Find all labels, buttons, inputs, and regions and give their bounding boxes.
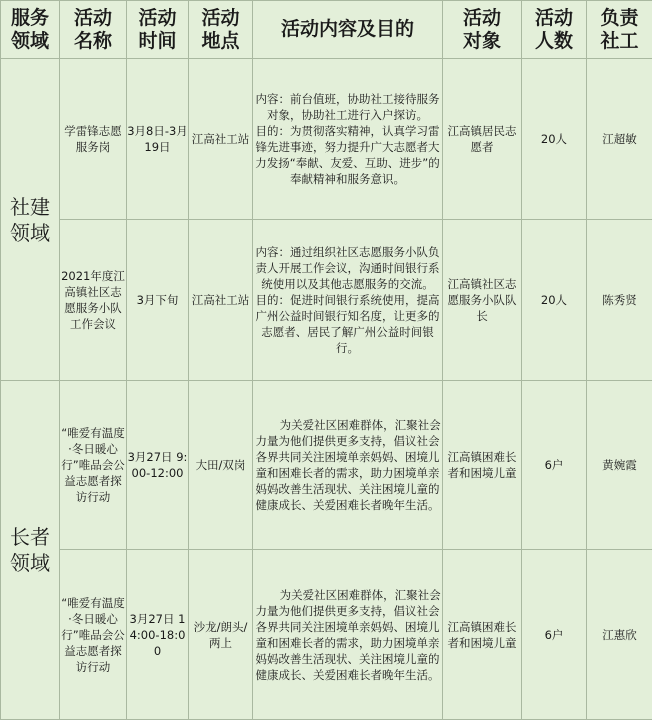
activity-content: [253, 220, 443, 381]
activity-target: 江高镇困难长者和困境儿童: [443, 550, 522, 720]
activity-name: 2021年度江高镇社区志愿服务小队工作会议: [60, 220, 127, 381]
activity-target: 江高镇困难长者和困境儿童: [443, 381, 522, 550]
activity-time: 3月下旬: [127, 220, 189, 381]
social-worker: 江超敏: [587, 59, 652, 220]
domain-elderly: 长者 领域: [1, 381, 60, 720]
activity-count: 20人: [522, 220, 587, 381]
social-worker: 黄婉霞: [587, 381, 652, 550]
activity-count: 6户: [522, 381, 587, 550]
activity-count: 6户: [522, 550, 587, 720]
table-row: [1, 59, 652, 220]
content-text: 为关爱社区困难群体，汇聚社会力量为他们提供更多支持，倡议社会各界共同关注困境单亲妈妈、困境儿童和困难长者的需求，助力困境单亲妈妈改善生活现状、关注困境儿童的健康成长、关爱困难长者晚年生活。: [255, 418, 441, 512]
activity-name: 学雷锋志愿服务岗: [60, 59, 127, 220]
header-place: 活动 地点: [189, 1, 253, 59]
table-row: [1, 220, 652, 381]
activity-target: 江高镇社区志愿服务小队队长: [443, 220, 522, 381]
activity-content: [253, 550, 443, 720]
activity-place: 大田/双岗: [189, 381, 253, 550]
purpose-text: 目的：促进时间银行系统使用，提高广州公益时间银行知名度，让更多的志愿者、居民了解广州公益时间银行。: [255, 293, 440, 355]
header-name: 活动 名称: [60, 1, 127, 59]
header-domain: 服务 领域: [1, 1, 60, 59]
activity-content: [253, 381, 443, 550]
domain-community: 社建 领域: [1, 59, 60, 381]
activity-name: “唯爱有温度·冬日暖心行”唯品会公益志愿者探访行动: [60, 550, 127, 720]
activity-time: 3月27日 9:00-12:00: [127, 381, 189, 550]
header-count: 活动 人数: [522, 1, 587, 59]
purpose-text: 目的：为贯彻落实精神，认真学习雷锋先进事迹，努力提升广大志愿者大力发扬“奉献、友爱、互助、进步”的奉献精神和服务意识。: [255, 124, 440, 186]
social-worker: 江惠欣: [587, 550, 652, 720]
table-row: [1, 381, 652, 550]
activity-content: [253, 59, 443, 220]
activity-place: 江高社工站: [189, 220, 253, 381]
activity-time: 3月8日-3月19日: [127, 59, 189, 220]
content-text: 内容：通过组织社区志愿服务小队负责人开展工作会议，沟通时间银行系统使用以及其他志愿服务的交流。: [255, 245, 440, 291]
activity-place: 沙龙/朗头/两上: [189, 550, 253, 720]
table-row: [1, 550, 652, 720]
activity-name: “唯爱有温度·冬日暖心行”唯品会公益志愿者探访行动: [60, 381, 127, 550]
header-social-worker: 负责 社工: [587, 1, 652, 59]
activity-place: 江高社工站: [189, 59, 253, 220]
activity-count: 20人: [522, 59, 587, 220]
social-worker: 陈秀贤: [587, 220, 652, 381]
content-text: 为关爱社区困难群体，汇聚社会力量为他们提供更多支持，倡议社会各界共同关注困境单亲妈妈、困境儿童和困难长者的需求，助力困境单亲妈妈改善生活现状、关注困境儿童的健康成长、关爱困难长者晚年生活。: [255, 587, 441, 682]
header-content: 活动内容及目的: [253, 1, 443, 59]
activity-time: 3月27日 14:00-18:00: [127, 550, 189, 720]
activity-target: 江高镇居民志愿者: [443, 59, 522, 220]
header-time: 活动 时间: [127, 1, 189, 59]
content-text: 内容：前台值班，协助社工接待服务对象，协助社工进行入户探访。: [255, 92, 440, 122]
header-target: 活动 对象: [443, 1, 522, 59]
header-row: [1, 1, 652, 59]
